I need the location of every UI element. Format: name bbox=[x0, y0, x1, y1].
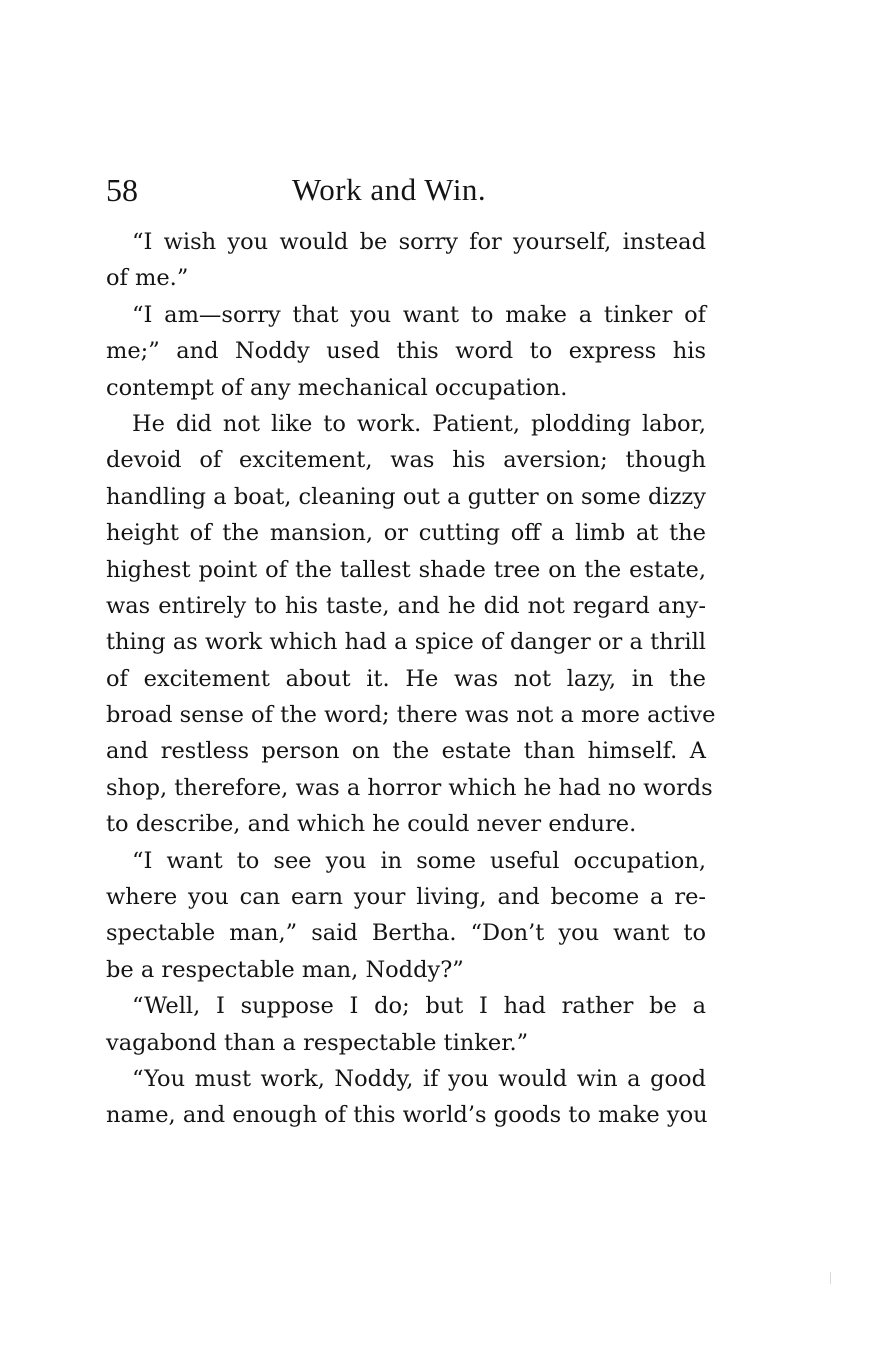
text-line: where you can earn your living, and become a re- bbox=[106, 884, 706, 911]
text-line: highest point of the tallest shade tree on the estate, bbox=[106, 556, 706, 583]
running-head bbox=[106, 168, 706, 212]
text-line: of me.” bbox=[106, 265, 189, 292]
text-line: height of the mansion, or cutting off a limb at the bbox=[106, 520, 706, 547]
body-text bbox=[106, 224, 716, 1134]
text-line: “You must work, Noddy, if you would win a good bbox=[132, 1065, 706, 1092]
text-line: He did not like to work. Patient, plodding labor, bbox=[132, 410, 706, 437]
scan-artifact bbox=[830, 1272, 831, 1284]
text-line: vagabond than a respectable tinker.” bbox=[106, 1029, 529, 1056]
text-line: “Well, I suppose I do; but I had rather be a bbox=[132, 993, 706, 1020]
text-line: thing as work which had a spice of danger or a thrill bbox=[106, 629, 706, 656]
page-number: 58 bbox=[106, 172, 138, 208]
text-line: name, and enough of this world’s goods to make you bbox=[106, 1102, 708, 1129]
text-line: and restless person on the estate than himself. A bbox=[106, 738, 706, 765]
text-line: “I want to see you in some useful occupation, bbox=[132, 847, 706, 874]
running-title: Work and Win. bbox=[292, 172, 487, 207]
text-line: devoid of excitement, was his aversion; though bbox=[106, 447, 706, 474]
text-line: contempt of any mechanical occupation. bbox=[106, 374, 568, 401]
text-line: “I am—sorry that you want to make a tinker of bbox=[132, 301, 706, 328]
text-line: was entirely to his taste, and he did not regard any- bbox=[106, 592, 706, 619]
text-line: to describe, and which he could never endure. bbox=[106, 811, 637, 838]
text-line: me;” and Noddy used this word to express his bbox=[106, 338, 706, 365]
text-line: broad sense of the word; there was not a more active bbox=[106, 702, 716, 729]
text-line: shop, therefore, was a horror which he had no words bbox=[106, 774, 713, 801]
text-line: spectable man,” said Bertha. “Don’t you want to bbox=[106, 920, 706, 947]
text-line: of excitement about it. He was not lazy, in the bbox=[106, 665, 706, 692]
text-line: be a respectable man, Noddy?” bbox=[106, 956, 464, 983]
text-line: handling a boat, cleaning out a gutter on some dizzy bbox=[106, 483, 706, 510]
text-line: “I wish you would be sorry for yourself, instead bbox=[132, 229, 706, 255]
